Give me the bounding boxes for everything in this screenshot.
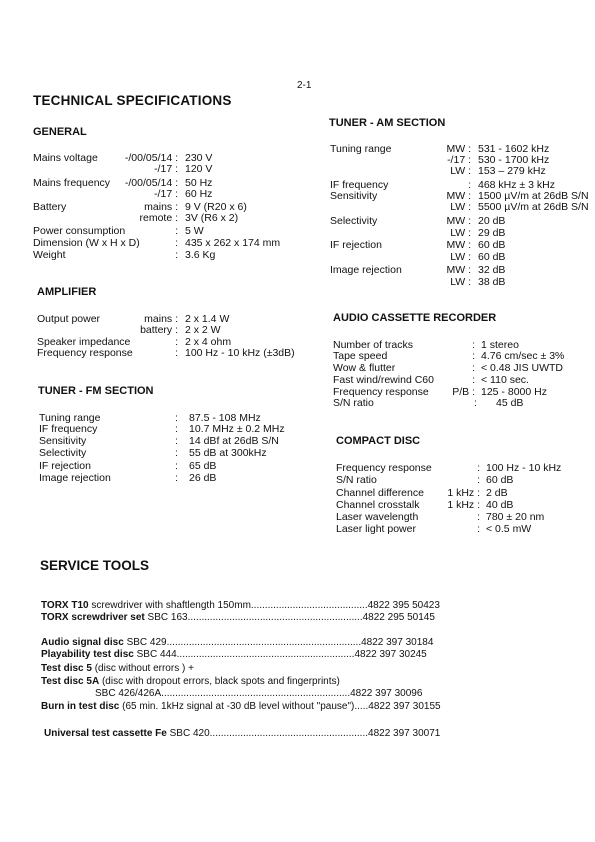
tool-item [95, 688, 422, 700]
spec-value: 29 dB [478, 227, 506, 239]
spec-label: Laser light power [336, 523, 416, 535]
spec-label: Wow & flutter [333, 362, 396, 374]
spec-label: Battery [33, 201, 67, 213]
spec-sub: : [468, 179, 471, 191]
spec-sub: : [472, 374, 475, 386]
spec-value: 38 dB [478, 276, 506, 288]
spec-sub: P/B : [452, 386, 475, 398]
spec-value: 50 Hz [185, 177, 213, 189]
spec-value: 20 dB [478, 215, 506, 227]
tool-name: TORX screwdriver set [41, 612, 145, 623]
cassette-heading: AUDIO CASSETTE RECORDER [333, 312, 497, 324]
spec-label: Mains frequency [33, 177, 111, 189]
spec-value: 120 V [185, 163, 213, 175]
spec-value: < 110 sec. [481, 374, 529, 386]
spec-value: 2 x 1.4 W [185, 313, 230, 325]
amplifier-heading: AMPLIFIER [37, 286, 97, 298]
tool-item [41, 676, 340, 688]
page-number: 2-1 [297, 80, 312, 91]
spec-value: 1500 µV/m at 26dB S/N [478, 190, 589, 202]
tool-item [41, 663, 194, 675]
spec-value: 5500 µV/m at 26dB S/N [478, 201, 589, 213]
spec-value: 468 kHz ± 3 kHz [478, 179, 555, 191]
tool-leader: ...................................................................... [166, 637, 362, 648]
tool-desc: screwdriver with shaftlength 150mm [88, 600, 251, 611]
spec-value: 2 dB [486, 487, 508, 499]
spec-label: IF frequency [330, 179, 389, 191]
spec-value: 100 Hz - 10 kHz [486, 462, 562, 474]
spec-value: 100 Hz - 10 kHz (±3dB) [185, 347, 295, 359]
tool-leader: .................................................................... [161, 688, 351, 699]
spec-label: Sensitivity [39, 435, 87, 447]
tool-item [44, 728, 440, 740]
spec-label: Frequency response [37, 347, 133, 359]
spec-label: Frequency response [336, 462, 432, 474]
spec-value: 55 dB at 300kHz [189, 447, 267, 459]
spec-sub: : [175, 225, 178, 237]
spec-value: 60 dB [486, 474, 514, 486]
spec-sub: : [175, 460, 178, 472]
tool-code: 4822 397 30245 [354, 649, 427, 660]
spec-value: < 0.48 JIS UWTD [481, 362, 563, 374]
tool-leader: .......................................... [250, 600, 368, 611]
spec-label: Speaker impedance [37, 336, 131, 348]
tool-name: Test disc 5 [41, 663, 92, 674]
tool-item [41, 600, 440, 612]
spec-sub: -/00/05/14 : [124, 152, 178, 164]
spec-sub: remote : [139, 212, 178, 224]
spec-value: 10.7 MHz ± 0.2 MHz [189, 423, 285, 435]
tool-code: 4822 395 50423 [367, 600, 440, 611]
spec-sub: MW : [446, 239, 471, 251]
spec-sub: : [472, 350, 475, 362]
spec-value: 125 - 8000 Hz [481, 386, 547, 398]
spec-label: Fast wind/rewind C60 [333, 374, 434, 386]
general-heading: GENERAL [33, 126, 87, 138]
spec-label: S/N ratio [333, 397, 374, 409]
spec-label: Selectivity [39, 447, 87, 459]
spec-label: Mains voltage [33, 152, 98, 164]
spec-value: 87.5 - 108 MHz [189, 412, 261, 424]
tuner-fm-heading: TUNER - FM SECTION [38, 385, 154, 397]
spec-sub: : [477, 474, 480, 486]
tool-leader: ..... [354, 701, 369, 712]
spec-sub: : [175, 472, 178, 484]
spec-sub: -/17 : [447, 154, 471, 166]
spec-value: 3.6 Kg [185, 249, 216, 261]
spec-label: Weight [33, 249, 66, 261]
spec-label: Laser wavelength [336, 511, 419, 523]
spec-sub: -/00/05/14 : [124, 177, 178, 189]
spec-sub: mains : [144, 201, 178, 213]
tool-desc: SBC 444 [133, 649, 177, 660]
spec-value: 780 ± 20 nm [486, 511, 545, 523]
tool-desc: SBC 426/426A [95, 688, 162, 699]
spec-sub: 1 kHz : [447, 487, 480, 499]
spec-value: 40 dB [486, 499, 514, 511]
spec-sub: : [175, 347, 178, 359]
spec-value: 153 – 279 kHz [478, 165, 546, 177]
spec-label: Image rejection [330, 264, 402, 276]
tool-code: 4822 397 30071 [368, 728, 441, 739]
spec-value: 60 dB [478, 251, 506, 263]
spec-value: 531 - 1602 kHz [478, 143, 550, 155]
spec-sub: mains : [144, 313, 178, 325]
spec-value: < 0.5 mW [486, 523, 532, 535]
spec-sub: LW : [450, 276, 471, 288]
tool-name: Audio signal disc [41, 637, 124, 648]
spec-sub: MW : [446, 264, 471, 276]
spec-label: Frequency response [333, 386, 429, 398]
spec-sub: : [175, 412, 178, 424]
spec-sub: MW : [446, 143, 471, 155]
spec-sub: LW : [450, 251, 471, 263]
spec-sub: : [175, 423, 178, 435]
tool-desc: SBC 163 [144, 612, 188, 623]
spec-value: 435 x 262 x 174 mm [185, 237, 281, 249]
tool-name: Universal test cassette Fe [44, 728, 167, 739]
spec-value: 26 dB [189, 472, 217, 484]
spec-sub: 1 kHz : [447, 499, 480, 511]
spec-sub: : [474, 397, 477, 409]
tool-code: 4822 397 30184 [361, 637, 434, 648]
tool-code: 4822 295 50145 [362, 612, 435, 623]
spec-value: 2 x 4 ohm [185, 336, 232, 348]
spec-sub: battery : [140, 324, 178, 336]
spec-label: Tape speed [333, 350, 388, 362]
spec-label: Image rejection [39, 472, 111, 484]
spec-label: Tuning range [39, 412, 101, 424]
tuner-am-heading: TUNER - AM SECTION [329, 117, 446, 129]
spec-sub: : [175, 237, 178, 249]
spec-sub: : [472, 362, 475, 374]
spec-value: 2 x 2 W [185, 324, 221, 336]
spec-label: Sensitivity [330, 190, 378, 202]
tool-desc: SBC 420 [166, 728, 210, 739]
spec-value: 60 Hz [185, 188, 213, 200]
spec-label: Output power [37, 313, 101, 325]
tool-item [41, 701, 441, 713]
spec-value: 9 V (R20 x 6) [185, 201, 247, 213]
spec-sub: : [175, 249, 178, 261]
spec-sub: : [175, 336, 178, 348]
tool-desc: (disc with dropout errors, black spots and fingerprints) [99, 676, 340, 687]
spec-label: Dimension (W x H x D) [33, 237, 140, 249]
spec-label: Channel crosstalk [336, 499, 420, 511]
tool-name: Test disc 5A [41, 676, 100, 687]
spec-label: IF rejection [330, 239, 382, 251]
spec-value: 60 dB [478, 239, 506, 251]
cd-heading: COMPACT DISC [336, 435, 421, 447]
spec-label: Number of tracks [333, 339, 413, 351]
spec-sub: LW : [450, 227, 471, 239]
tool-leader: ............................................................... [187, 612, 363, 623]
spec-value: 230 V [185, 152, 213, 164]
tool-leader: ......................................................... [209, 728, 369, 739]
spec-value: 32 dB [478, 264, 506, 276]
tool-leader: ................................................................ [176, 649, 355, 660]
spec-label: Tuning range [330, 143, 392, 155]
spec-label: Power consumption [33, 225, 126, 237]
tool-name: Playability test disc [41, 649, 134, 660]
spec-sub: MW : [446, 190, 471, 202]
spec-value: 530 - 1700 kHz [478, 154, 550, 166]
spec-sub: LW : [450, 165, 471, 177]
spec-sub: : [175, 435, 178, 447]
spec-value: 4.76 cm/sec ± 3% [481, 350, 565, 362]
tool-desc: (disc without errors ) + [91, 663, 194, 674]
spec-label: Selectivity [330, 215, 378, 227]
tool-item [41, 637, 433, 649]
tool-name: TORX T10 [41, 600, 89, 611]
spec-value: 3V (R6 x 2) [185, 212, 239, 224]
spec-value: 45 dB [496, 397, 524, 409]
spec-label: IF frequency [39, 423, 98, 435]
service-tools-heading: SERVICE TOOLS [40, 558, 150, 573]
spec-sub: : [175, 447, 178, 459]
tool-desc: SBC 429 [123, 637, 167, 648]
spec-sub: LW : [450, 201, 471, 213]
tool-desc: (65 min. 1kHz signal at -30 dB level without "pause") [119, 701, 355, 712]
tool-item [41, 649, 427, 661]
spec-sub: -/17 : [154, 188, 178, 200]
tool-code: 4822 397 30155 [368, 701, 441, 712]
spec-sub: : [477, 462, 480, 474]
spec-value: 1 stereo [481, 339, 519, 351]
spec-label: IF rejection [39, 460, 91, 472]
spec-value: 14 dBf at 26dB S/N [189, 435, 279, 447]
spec-label: Channel difference [336, 487, 424, 499]
tool-code: 4822 397 30096 [350, 688, 423, 699]
spec-label: S/N ratio [336, 474, 377, 486]
spec-sub: MW : [446, 215, 471, 227]
tool-item [41, 612, 435, 624]
spec-value: 5 W [185, 225, 204, 237]
page-title: TECHNICAL SPECIFICATIONS [33, 93, 232, 108]
spec-sub: : [472, 339, 475, 351]
tool-name: Burn in test disc [41, 701, 120, 712]
spec-sub: : [477, 511, 480, 523]
spec-value: 65 dB [189, 460, 217, 472]
spec-sub: -/17 : [154, 163, 178, 175]
spec-sub: : [477, 523, 480, 535]
